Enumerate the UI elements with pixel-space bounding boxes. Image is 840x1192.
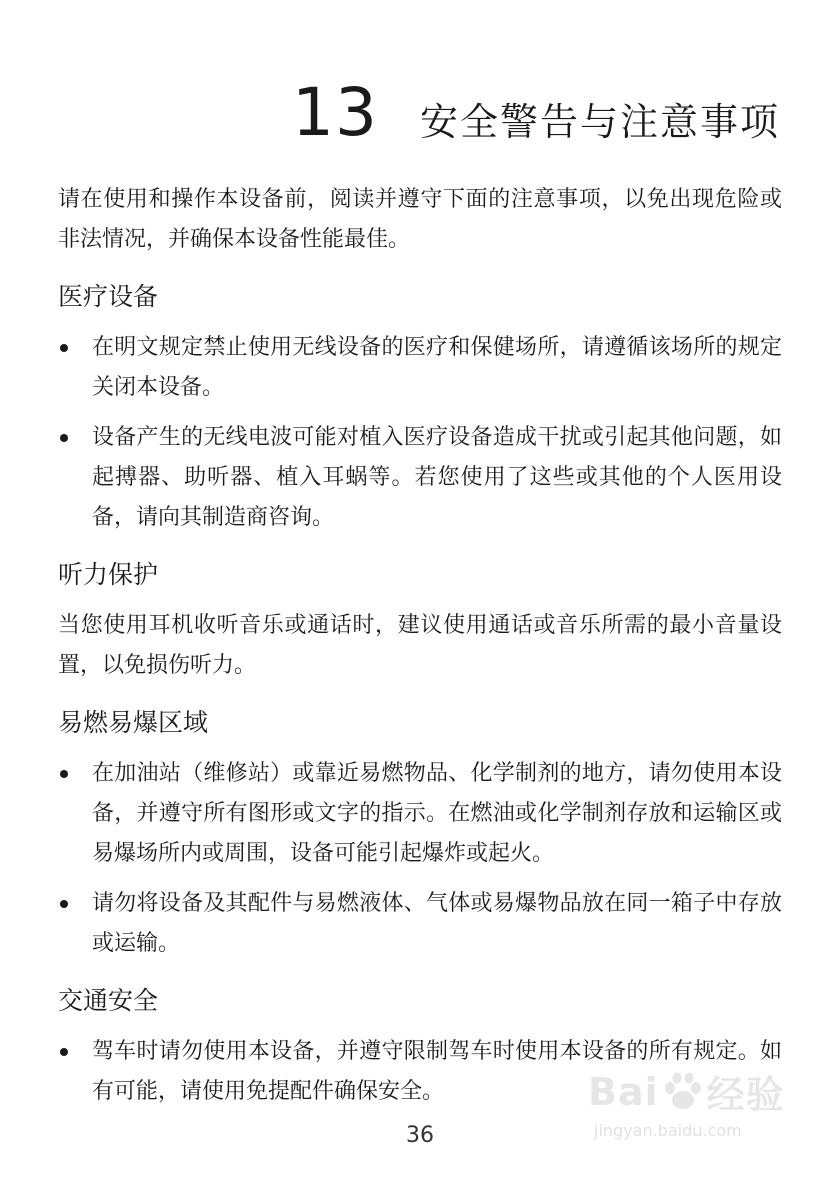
watermark-brand-left: Bai [588,1069,659,1114]
bullet-text: 请勿将设备及其配件与易燃液体、气体或易爆物品放在同一箱子中存放或运输。 [92,891,782,956]
list-item [58,418,782,538]
section-heading-flammable: 易燃易爆区域 [58,708,209,737]
bullet-text: 在加油站（维修站）或靠近易燃物品、化学制剂的地方，请勿使用本设备，并遵守所有图形或文字的指示。在燃油或化学制剂存放和运输区或易爆场所内或周围，设备可能引起爆炸或起火。 [92,761,782,866]
watermark-logo [588,1064,788,1119]
bullet-text: 驾车时请勿使用本设备，并遵守限制驾车时使用本设备的所有规定。如有可能，请使用免提配件确保安全。 [92,1039,782,1104]
list-item [58,884,782,964]
section-heading-traffic: 交通安全 [58,986,159,1015]
watermark [588,1064,788,1160]
bullet-icon [60,900,68,908]
baidu-paw-icon [661,1070,705,1114]
bullet-text: 设备产生的无线电波可能对植入医疗设备造成干扰或引起其他问题，如起搏器、助听器、植入耳蜗等。若您使用了这些或其他的个人医用设备，请向其制造商咨询。 [92,425,782,530]
watermark-brand-right: 经验 [706,1073,785,1117]
chapter-title: 安全警告与注意事项 [419,100,780,144]
chapter-number: 13 [292,74,378,151]
section-heading-hearing: 听力保护 [58,560,159,589]
flammable-bullet-list [58,754,782,964]
bullet-icon [60,344,68,352]
page-number: 36 [406,1123,434,1148]
intro-paragraph: 请在使用和操作本设备前，阅读并遵守下面的注意事项，以免出现危险或非法情况，并确保本设备性能最佳。 [58,187,782,252]
hearing-paragraph: 当您使用耳机收听音乐或通话时，建议使用通话或音乐所需的最小音量设置，以免损伤听力。 [58,613,782,678]
content-body [58,180,782,1122]
list-item [58,754,782,874]
medical-bullet-list [58,328,782,538]
section-heading-medical: 医疗设备 [58,282,159,311]
chapter-header [292,74,780,151]
bullet-icon [60,770,68,778]
watermark-url: jingyan.baidu.com [594,1121,742,1140]
bullet-text: 在明文规定禁止使用无线设备的医疗和保健场所，请遵循该场所的规定关闭本设备。 [92,335,782,400]
list-item [58,328,782,408]
bullet-icon [60,1048,68,1056]
bullet-icon [60,434,68,442]
